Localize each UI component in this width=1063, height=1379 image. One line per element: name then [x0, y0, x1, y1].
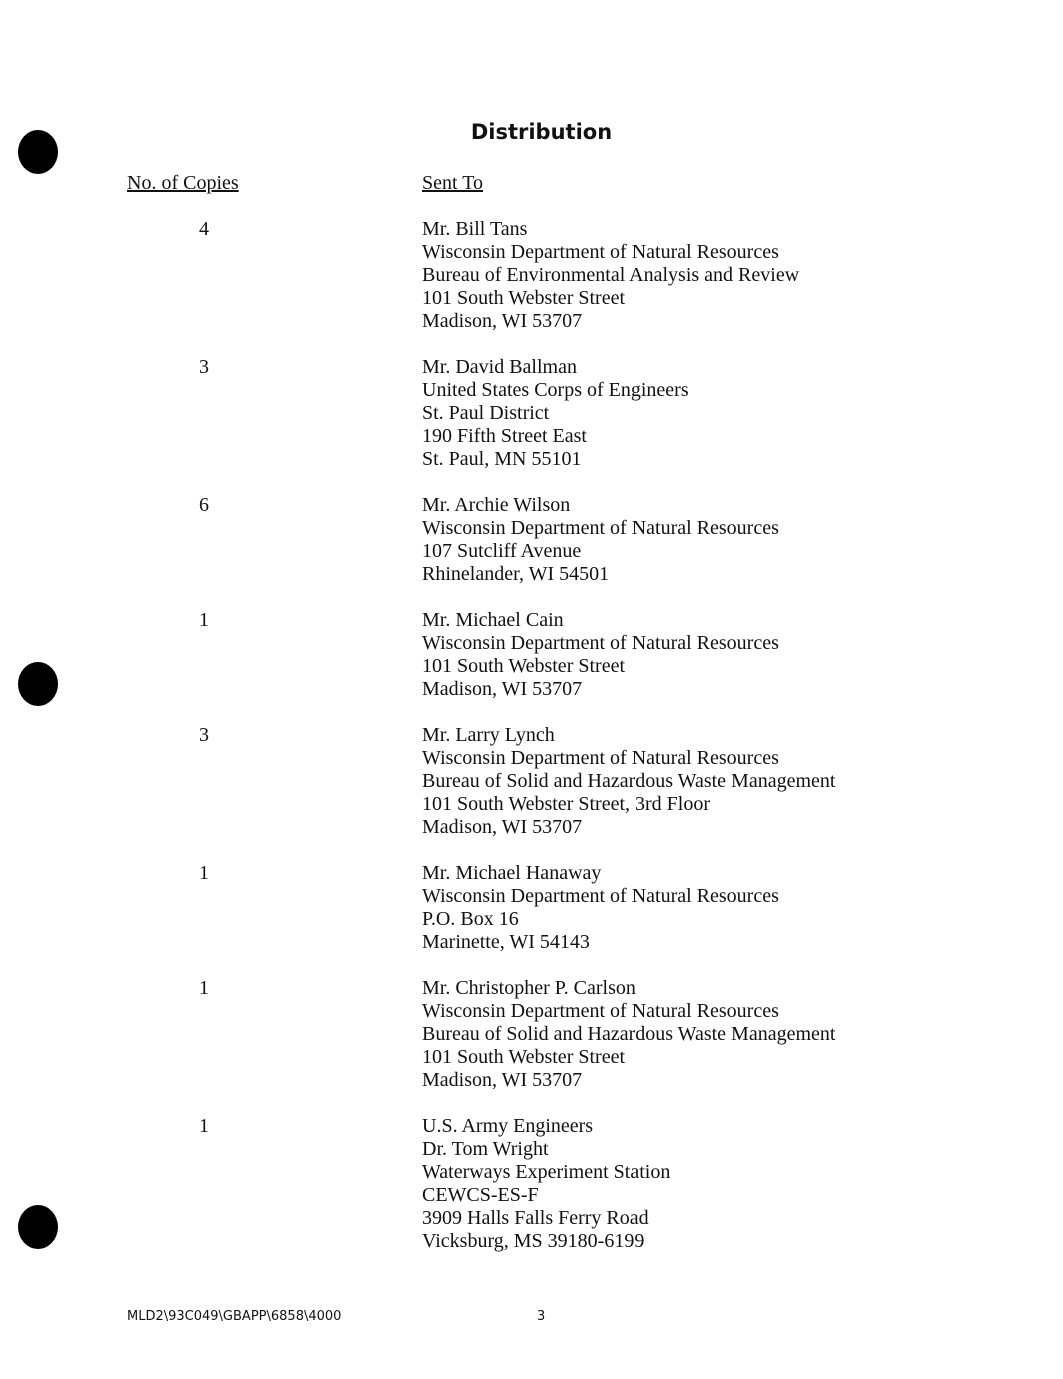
address-line: 101 South Webster Street: [422, 655, 625, 677]
recipient-address: [422, 724, 1063, 839]
address-line: Bureau of Solid and Hazardous Waste Management: [422, 770, 836, 792]
recipient-name: Mr. Michael Hanaway: [422, 862, 602, 884]
recipient-address: [422, 862, 1063, 954]
address-line: 107 Sutcliff Avenue: [422, 540, 582, 562]
distribution-entry: [0, 356, 1063, 471]
recipient-name: Mr. Michael Cain: [422, 609, 564, 631]
address-line: Wisconsin Department of Natural Resources: [422, 241, 779, 263]
distribution-entry: [0, 494, 1063, 586]
address-line: Wisconsin Department of Natural Resources: [422, 517, 779, 539]
copy-count: 3: [199, 724, 209, 746]
recipient-address: [422, 977, 1063, 1092]
address-line: 3909 Halls Falls Ferry Road: [422, 1207, 649, 1229]
address-line: Waterways Experiment Station: [422, 1161, 671, 1183]
copy-count: 1: [199, 862, 209, 884]
recipient-name: Mr. Larry Lynch: [422, 724, 555, 746]
copy-count: 3: [199, 356, 209, 378]
address-line: Wisconsin Department of Natural Resources: [422, 1000, 779, 1022]
distribution-entry: [0, 218, 1063, 333]
recipient-address: [422, 218, 1063, 333]
document-id: MLD2\93C049\GBAPP\6858\4000: [127, 1309, 342, 1324]
address-line: Wisconsin Department of Natural Resources: [422, 747, 779, 769]
distribution-entry: [0, 1115, 1063, 1253]
recipient-address: [422, 1115, 1063, 1253]
copy-count: 1: [199, 609, 209, 631]
page-title: Distribution: [470, 120, 613, 144]
distribution-entry: [0, 724, 1063, 839]
address-line: St. Paul, MN 55101: [422, 448, 582, 470]
distribution-entry: [0, 609, 1063, 701]
address-line: St. Paul District: [422, 402, 550, 424]
copy-count: 1: [199, 977, 209, 999]
address-line: Vicksburg, MS 39180-6199: [422, 1230, 645, 1252]
address-line: Bureau of Solid and Hazardous Waste Management: [422, 1023, 836, 1045]
recipient-name: Mr. Bill Tans: [422, 218, 528, 240]
address-line: 101 South Webster Street: [422, 287, 625, 309]
address-line: P.O. Box 16: [422, 908, 519, 930]
address-line: Bureau of Environmental Analysis and Review: [422, 264, 800, 286]
address-line: Rhinelander, WI 54501: [422, 563, 610, 585]
recipient-name: U.S. Army Engineers: [422, 1115, 594, 1137]
address-line: Madison, WI 53707: [422, 678, 583, 700]
address-line: 101 South Webster Street, 3rd Floor: [422, 793, 710, 815]
recipient-address: [422, 356, 1063, 471]
address-line: Wisconsin Department of Natural Resources: [422, 632, 779, 654]
page-number: 3: [537, 1309, 546, 1324]
distribution-entry: [0, 862, 1063, 954]
copy-count: 1: [199, 1115, 209, 1137]
address-line: CEWCS-ES-F: [422, 1184, 539, 1206]
address-line: Madison, WI 53707: [422, 1069, 583, 1091]
address-line: Dr. Tom Wright: [422, 1138, 549, 1160]
address-line: 190 Fifth Street East: [422, 425, 587, 447]
recipient-address: [422, 494, 1063, 586]
recipient-name: Mr. Archie Wilson: [422, 494, 571, 516]
recipient-name: Mr. Christopher P. Carlson: [422, 977, 636, 999]
copy-count: 4: [199, 218, 209, 240]
recipient-address: [422, 609, 1063, 701]
address-line: Madison, WI 53707: [422, 310, 583, 332]
recipient-name: Mr. David Ballman: [422, 356, 577, 378]
distribution-list: [0, 218, 1063, 1276]
address-line: 101 South Webster Street: [422, 1046, 625, 1068]
column-header-copies: No. of Copies: [127, 172, 239, 194]
column-header-sent-to: Sent To: [422, 172, 484, 194]
address-line: Madison, WI 53707: [422, 816, 583, 838]
address-line: United States Corps of Engineers: [422, 379, 689, 401]
address-line: Wisconsin Department of Natural Resources: [422, 885, 779, 907]
address-line: Marinette, WI 54143: [422, 931, 590, 953]
copy-count: 6: [199, 494, 209, 516]
distribution-entry: [0, 977, 1063, 1092]
